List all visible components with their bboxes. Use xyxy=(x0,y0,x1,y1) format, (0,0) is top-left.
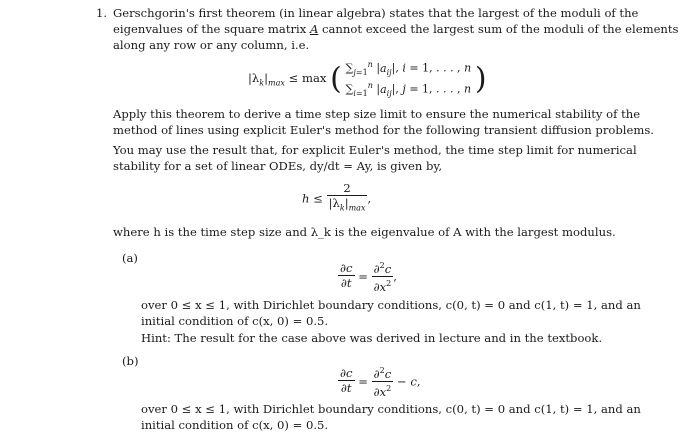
part-a-label: (a) xyxy=(122,251,138,265)
part-a-domain-line-2: initial condition of c(x, 0) = 0.5. xyxy=(141,314,329,328)
matrix-symbol: A xyxy=(309,22,319,36)
intro-line-2: eigenvalues of the square matrix A cannot exceed the largest sum of the moduli of the elements xyxy=(113,22,679,36)
where-line: where h is the time step size and λ_k is the eigenvalue of A with the largest modulus. xyxy=(113,225,616,239)
timestep-limit-equation: h ≤ $\frac{2}{|\lambda_k|_{max}}$ , xyxy=(302,181,372,213)
apply-line-2: method of lines using explicit Euler's method for the following transient diffusion problems. xyxy=(113,123,654,137)
part-a-pde: $\frac{\partial c}{\partial t}$ = $\frac{\partial^2c}{\partial x^2}$ , xyxy=(340,261,397,294)
intro-line-1: Gerschgorin's first theorem (in linear algebra) states that the largest of the moduli of the xyxy=(113,6,639,20)
part-b-pde: $\frac{\partial c}{\partial t}$ = $\frac{\partial^2c}{\partial x^2}$ − c, xyxy=(340,366,421,399)
result-line-2: stability for a set of linear ODEs, dy/dt = Ay, is given by, xyxy=(113,159,443,173)
part-a-domain-line-1: over 0 ≤ x ≤ 1, with Dirichlet boundary conditions, c(0, t) = 0 and c(1, t) = 1, and an xyxy=(141,298,641,312)
intro-line-3: along any row or any column, i.e. xyxy=(113,38,310,52)
part-a-hint: Hint: The result for the case above was derived in lecture and in the textbook. xyxy=(141,331,603,345)
part-b-domain-line-2: initial condition of c(x, 0) = 0.5. xyxy=(141,418,329,432)
problem-number: 1. xyxy=(96,6,108,20)
result-line-1: You may use the result that, for explicit Euler's method, the time step limit for numerical xyxy=(113,143,637,157)
gerschgorin-equation: $|\lambda_k|_{max} \le \max$ ( $\sum_{j=1}^n$ $|a_{ij}|$, i = 1, . . . , n $\sum_{i=1}^n$ $|a_{ij}|$, j = 1, . . . , n ) xyxy=(248,60,487,98)
apply-line-1: Apply this theorem to derive a time step size limit to ensure the numerical stability of the xyxy=(113,107,641,121)
part-b-label: (b) xyxy=(122,354,139,368)
part-b-domain-line-1: over 0 ≤ x ≤ 1, with Dirichlet boundary conditions, c(0, t) = 0 and c(1, t) = 1, and an xyxy=(141,402,641,416)
